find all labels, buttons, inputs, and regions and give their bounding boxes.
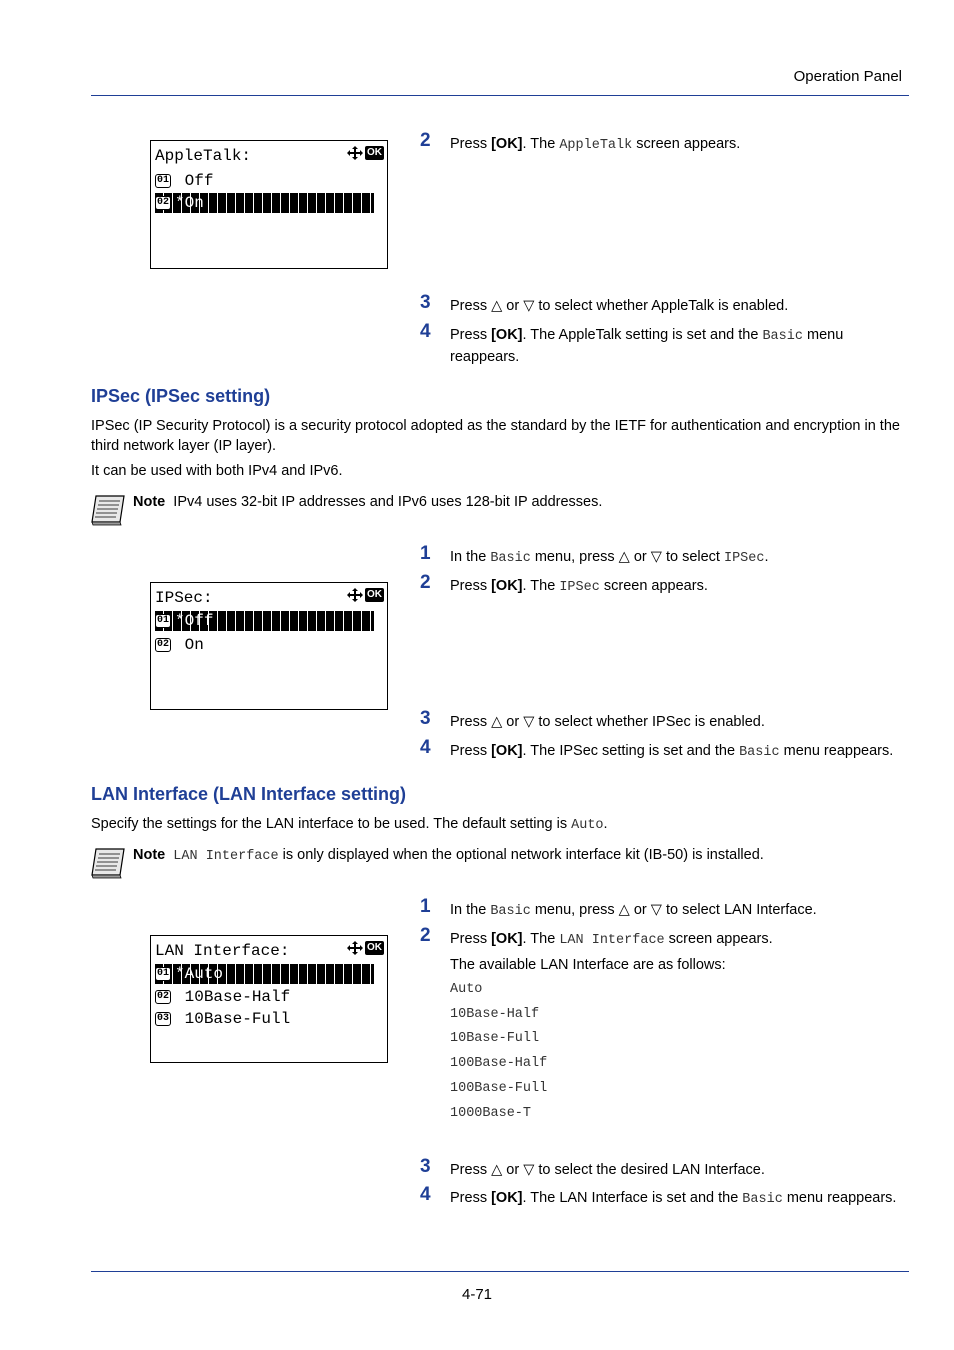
- four-way-arrow-icon: [347, 146, 363, 160]
- lan-option: 100Base-Half: [450, 1056, 548, 1071]
- appletalk-step-4: [420, 321, 915, 369]
- step-text: In the Basic menu, press △ or ▽ to select IPSec.: [450, 549, 769, 566]
- option-label: *Auto: [175, 965, 224, 983]
- header-section-title: Operation Panel: [793, 68, 902, 85]
- step-number: 1: [420, 543, 431, 564]
- option-label: *On: [175, 194, 204, 212]
- ipsec-step-1: [420, 543, 915, 571]
- step-number: 4: [420, 321, 431, 342]
- lan-option: 100Base-Full: [450, 1081, 548, 1096]
- lan-interface-lcd: [150, 935, 388, 1063]
- ipsec-step-4: [420, 737, 915, 765]
- step-text: In the Basic menu, press △ or ▽ to select LAN Interface.: [450, 902, 817, 919]
- header-rule: [91, 95, 909, 96]
- lan-step-3: [420, 1156, 915, 1184]
- ipsec-heading: IPSec (IPSec setting): [91, 386, 271, 406]
- option-label: 10Base-Full: [175, 1010, 291, 1028]
- step-text: Press [OK]. The AppleTalk screen appears.: [450, 136, 741, 153]
- footer-rule: [91, 1271, 909, 1272]
- note-text: Note IPv4 uses 32-bit IP addresses and IPv6 uses 128-bit IP addresses.: [133, 494, 603, 510]
- option-label: Off: [175, 172, 214, 190]
- lan-step-4: [420, 1184, 915, 1232]
- lan-option: Auto: [450, 982, 483, 997]
- option-index: 02: [157, 197, 170, 208]
- option-index: 03: [157, 1013, 170, 1024]
- lcd-option-row-selected: [155, 193, 374, 213]
- ipsec-step-2: [420, 572, 915, 600]
- step-text: Press △ or ▽ to select whether AppleTalk is enabled.: [450, 298, 789, 314]
- lcd-option-row-selected: [155, 611, 374, 631]
- step-number: 3: [420, 708, 431, 729]
- step-text: Press △ or ▽ to select whether IPSec is enabled.: [450, 714, 765, 730]
- lan-heading: LAN Interface (LAN Interface setting): [91, 784, 407, 804]
- lcd-option-row-selected: [155, 964, 374, 984]
- ipsec-compat-text: It can be used with both IPv4 and IPv6.: [91, 463, 343, 479]
- ok-key-icon: OK: [367, 147, 382, 158]
- step-number: 2: [420, 572, 431, 593]
- lcd-nav-indicator: [347, 941, 384, 955]
- option-label: On: [175, 636, 204, 654]
- step-number: 3: [420, 1156, 431, 1177]
- lcd-option-row: [155, 171, 374, 191]
- lan-option: 1000Base-T: [450, 1106, 532, 1121]
- step-number: 4: [420, 737, 431, 758]
- step-text: Press [OK]. The LAN Interface is set and the Basic menu reappears.: [450, 1190, 897, 1207]
- step-text: Press [OK]. The IPSec setting is set and the Basic menu reappears.: [450, 743, 894, 760]
- ok-key-icon: OK: [367, 589, 382, 600]
- appletalk-lcd: [150, 140, 388, 269]
- lan-description: Specify the settings for the LAN interface to be used. The default setting is Auto.: [91, 816, 608, 833]
- lan-option: 10Base-Full: [450, 1031, 540, 1046]
- lan-option: 10Base-Half: [450, 1007, 540, 1022]
- four-way-arrow-icon: [347, 588, 363, 602]
- option-index: 01: [157, 968, 170, 979]
- step-text: Press △ or ▽ to select the desired LAN Interface.: [450, 1162, 765, 1178]
- lcd-title: IPSec:: [155, 589, 213, 607]
- step-number: 2: [420, 130, 431, 151]
- lcd-option-row: [155, 635, 374, 655]
- page-number: 4-71: [461, 1286, 493, 1303]
- lcd-nav-indicator: [347, 146, 384, 160]
- note-pad-icon: [90, 492, 128, 526]
- ipsec-note: [90, 492, 920, 532]
- lan-step-2: [420, 925, 915, 953]
- step-text: Press [OK]. The AppleTalk setting is set and the Basic menu reappears.: [450, 327, 844, 365]
- lcd-nav-indicator: [347, 588, 384, 602]
- lcd-option-row: [155, 1009, 374, 1029]
- lcd-title: LAN Interface:: [155, 942, 290, 960]
- step-text: Press [OK]. The IPSec screen appears.: [450, 578, 708, 595]
- ipsec-lcd: [150, 582, 388, 710]
- lcd-title: AppleTalk:: [155, 147, 252, 165]
- ipsec-description: IPSec (IP Security Protocol) is a security protocol adopted as the standard by the IETF for authentication and encryption in the third network layer (IP layer).: [91, 418, 900, 454]
- option-index: 02: [157, 639, 170, 650]
- option-label: *Off: [175, 612, 214, 630]
- step-number: 4: [420, 1184, 431, 1205]
- appletalk-step-2: [420, 130, 915, 158]
- option-index: 02: [157, 991, 170, 1002]
- ok-key-icon: OK: [367, 942, 382, 953]
- option-index: 01: [157, 615, 170, 626]
- appletalk-step-3: [420, 292, 915, 320]
- lcd-option-row: [155, 987, 374, 1007]
- four-way-arrow-icon: [347, 941, 363, 955]
- step-number: 2: [420, 925, 431, 946]
- note-text: Note LAN Interface is only displayed when the optional network interface kit (IB-50) is installed.: [133, 847, 764, 864]
- option-label: 10Base-Half: [175, 988, 291, 1006]
- ipsec-step-3: [420, 708, 915, 736]
- lan-note: [90, 845, 920, 885]
- option-index: 01: [157, 175, 170, 186]
- step-text: Press [OK]. The LAN Interface screen appears.: [450, 931, 773, 948]
- lan-step-1: [420, 896, 915, 924]
- available-options-label: The available LAN Interface are as follows:: [450, 957, 726, 973]
- step-number: 1: [420, 896, 431, 917]
- step-number: 3: [420, 292, 431, 313]
- note-pad-icon: [90, 845, 128, 879]
